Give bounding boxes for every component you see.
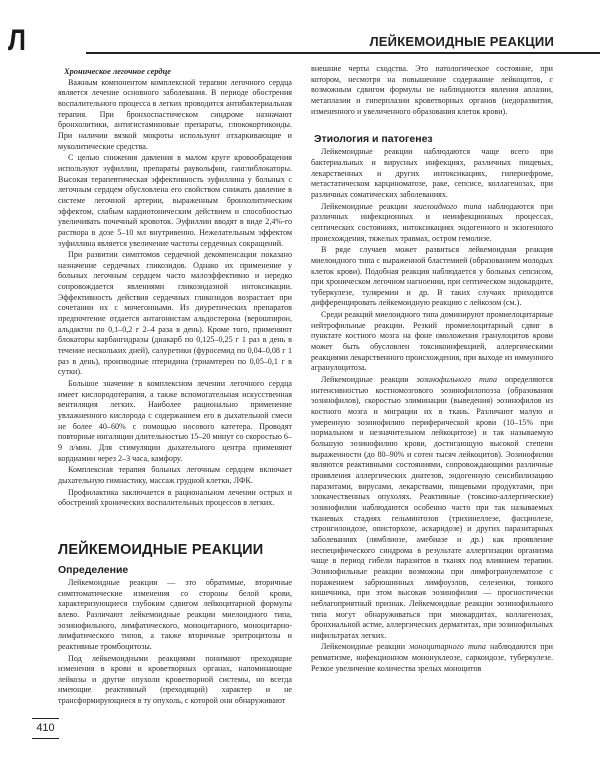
text: наблюдаются при ревматизме, инфекционном мононуклеозе, саркоидозе, туберкулезе. Резкое увеличение количества зрелых моноцитов <box>311 642 553 673</box>
header-rule <box>86 52 600 54</box>
right-column <box>311 64 553 674</box>
paragraph: Важным компонентом комплексной терапии легочного сердца является лечение основного заболевания. В периоде обострения воспалительного процесса в легких проводится антибактериальная терапия. При бронхоспастическом синдроме назначают бронхолитики, антигистаминовые препараты, глюкокортикоиды. При наличии вязкой мокроты используют отхаркивающие и муколитические средства. <box>58 77 292 151</box>
paragraph: Лейкемоидные реакции — это обратимые, вторичные симптоматические изменения со стороны белой крови, характеризующиеся глубоким сдвигом лейкоцитарной формулы влево. Различают лейкемоидные реакции миелоидного типа, эозинофильного, лимфатического, моноцитарного, моноцитарно-лимфатического типов, а также вторичные эритроцитозы и реактивные тромбоцитозы. <box>58 577 292 651</box>
section-title: ЛЕЙКЕМОИДНЫЕ РЕАКЦИИ <box>58 541 264 558</box>
paragraph: С целью снижения давления в малом круге кровообращения используют эуфиллин, препараты раувольфии, ганглиблокаторы. Высокая терапевтическая эффективность эуфиллина у больных с легочным сердцем обусловлена его свойством снижать давление в системе легочной артерии, выраженным бронхолитическим эффектом, слабым кардиотоническим действием и способностью увеличивать почечный кровоток. Эуфиллин вводят в виде 2,4%-го раствора в дозе 5–10 мл внутривенно. Нежелательным эффектом эуфиллина является увеличение частоты сердечных сокращений. <box>58 153 292 248</box>
page-number: 410 <box>32 718 59 739</box>
left-column <box>58 64 292 707</box>
paragraph: При развитии симптомов сердечной декомпенсации показано назначение сердечных гликозидов. Однако их применение у больных легочным сердцем часто малоэффективно и нередко сопровождается явлениями гликозидазной интоксикации. Эффективность действия сердечных гликозидов возрастает при сочетании их с мочегонными. Из диуретических препаратов предпочтение отдается антагонистам альдостерона (верошпирон, альдактон по 0,1–0,2 г 2–4 раза в день). Кроме того, применяют блокаторы карбангидразы (диакарб по 0,125–0,25 г 1 раз в день в течение нескольких дней), салуретики (фуросемид по 0,04–0,08 г 1 раз в день), производные птеридина (триамтерен по 0,05–0,1 г в сутки). <box>58 250 292 377</box>
emphasis: миелоидного типа <box>413 201 482 211</box>
paragraph: Комплексная терапия больных легочным сердцем включает дыхательную гимнастику, массаж грудной клетки, ЛФК. <box>58 465 292 485</box>
paragraph <box>311 375 553 641</box>
paragraph: Среди реакций миелоидного типа доминируют промиелоцитарные нейтрофильные реакции. Резкий промиелоцитарный сдвиг в пунктате костного мозга на фоне омоложения гранулоцитов крови может быть обусловлен токсикоинфекцией, аллергическими реакциями лекарственного происхождения, при выходе из иммунного агранулоцитоза. <box>311 310 553 373</box>
paragraph: Под лейкемоидными реакциями понимают преходящие изменения в крови и кроветворных органах, напоминающие лейкозы и другие опухоли кроветворной системы, но всегда имеющие реактивный (преходящий) характер и не трансформирующиеся в ту опухоль, с которой они обнаруживают <box>58 653 292 706</box>
text: Лейкемоидные реакции <box>321 375 417 385</box>
definition-heading: Определение <box>58 563 129 576</box>
paragraph: Большое значение в комплексном лечении легочного сердца имеет кислородотерапия, а также вспомогательная искусственная вентиляция легких. Наиболее рационально применение увлажненного кислорода с содержанием его в дыхательной смеси не более 40–60% с помощью носового катетера. Проводят повторные ингаляции длительностью 15–20 минут со скоростью 6–9 л/мин. Для стимуляции дыхательного центра применяют кордиамин через 2–3 часа, камфору. <box>58 379 292 463</box>
section-letter: Л <box>8 24 26 57</box>
paragraph: внешние черты сходства. Это патологическое состояние, при котором, несмотря на повышенное содержание лейкоцитов, с возможным сдвигом формулы не наблюдаются явления аплазии, метаплазии и гиперплазии кроветворных органов (недоразвития, измененного и увеличенного образования клеток крови). <box>311 64 553 116</box>
emphasis: моноцитарного типа <box>409 642 486 652</box>
paragraph: Профилактика заключается в рациональном лечении острых и обострений хронических воспалительных процессов в легких. <box>58 487 292 508</box>
text: Лейкемоидные реакции <box>321 201 414 211</box>
paragraph <box>311 642 553 674</box>
paragraph: Лейкемоидные реакции наблюдаются чаще всего при бактериальных и вирусных инфекциях, различных пищевых, лекарственных и других интоксикациях, гипернефроме, метастатическом карциноматозе, раке, сепсисе, коллагенозах, при различных соматических заболеваниях. <box>311 147 553 199</box>
etiology-heading: Этиология и патогенез <box>314 133 433 146</box>
running-title: ЛЕЙКЕМОИДНЫЕ РЕАКЦИИ <box>369 34 554 49</box>
subheading: Хроническое легочное сердце <box>64 67 171 76</box>
text: определяются интенсивностью костномозгового эозинофилопоэза (образования эозинофилов), скоростью элиминации (выведения) эозинофилов из костного мозга и миграции их в ткань. Различают малую и умеренную эозинофилию периферической крови (10–15% при нормальном и незначительном лейкоцитозе) и так называемую большую эозинофилию крови, достигающую высокой степени выраженности (до 80–90% и сотен тысяч лейкоцитов). Эозинофилии являются реактивными состояниями, сопровождающими различные проявления аллергических диатезов, эндогенную сенсибилизацию паразитами, вирусами, лекарствами, пищевыми продуктами, при злокачественных опухолях. Реактивные (токсико-аллергические) эозинофилии наблюдаются особенно часто при так называемых тканевых стадиях гельминтозов (трихинеллезе, фасциолезе, стронгилоидозе, описторхозе, аскаридозе) и других паразитарных заболеваниях (лямблиозе, амебиазе и др.) как проявление неспецифического синдрома в результате аллергизации организма чаще в период гибели паразитов в тканях под влиянием терапии. Эозинофильные реакции возможны при лимфогранулематозе с поражением забрюшинных лимфоузлов, селезенки, тонкого кишечника, при этом высокая эозинофилия — прогностически неблагоприятный признак. Лейкемоидные реакции эозинофильного типа могут обнаруживаться при миокардитах, коллагенозах, бронхиальной астме, аллергических дерматитах, при эозинофильных инфильтратах легких. <box>311 375 554 640</box>
paragraph: В ряде случаев может развиться лейкемоидная реакция миелоидного типа с выраженной бластемией (образованием молодых клеток крови). Подобная реакция наблюдается у больных сепсисом, при хроническом легочном нагноении, при септическом эндокардите, туберкулезе, туляремии и др. В таких случаях приходится дифференцировать лейкемоидную реакцию с лейкозом (см.). <box>311 245 553 308</box>
paragraph <box>311 202 553 245</box>
text: наблюдаются при различных инфекционных и неинфекционных процессах, септических состояниях, интоксикациях эндогенного и экзогенного происхождения, тяжелых травмах, остром гемолизе. <box>311 201 554 243</box>
text: Лейкемоидные реакции <box>321 642 410 652</box>
emphasis: эозинофильного типа <box>416 375 498 385</box>
